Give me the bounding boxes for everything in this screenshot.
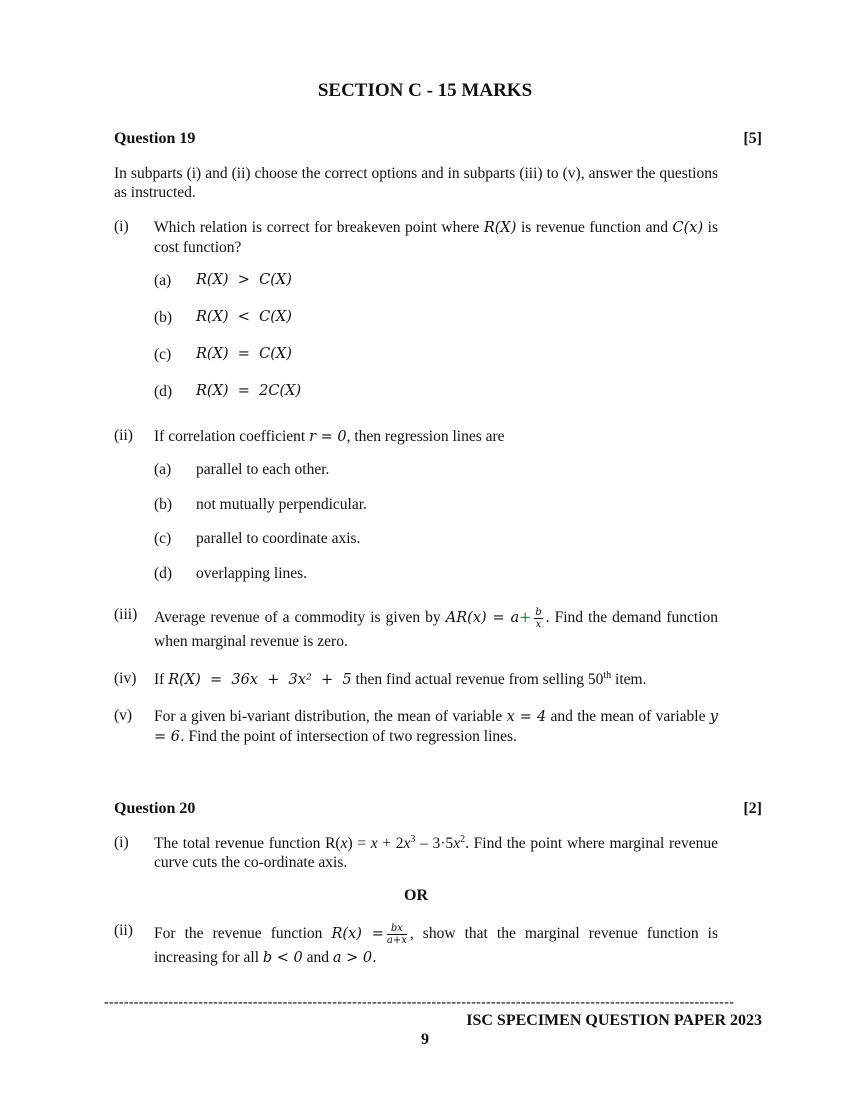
subpart-ii-option-b: not mutually perpendicular. (196, 496, 367, 513)
subpart-iv-number: (iv) (114, 670, 137, 687)
q20-subpart-ii-number: (ii) (114, 922, 133, 939)
subpart-ii-option-c: parallel to coordinate axis. (196, 530, 361, 547)
subpart-ii-option-b-label: (b) (154, 496, 173, 513)
subpart-i-option-c: R(X) = C(X) (196, 346, 292, 362)
question-20-marks: [2] (743, 800, 762, 817)
subpart-i-option-d-label: (d) (154, 383, 173, 400)
subpart-i-question: Which relation is correct for breakeven point where R(X) is revenue function and C(x) is cost function? (154, 219, 719, 256)
footer-title: ISC SPECIMEN QUESTION PAPER 2023 (466, 1012, 762, 1029)
subpart-ii-option-a: parallel to each other. (196, 461, 330, 478)
footer-rule: ------------------------------------------------------------------------------------------------------------------------------- (104, 995, 735, 1010)
subpart-iii-question: Average revenue of a commodity is given by AR(x) = a+ $\frac{b}{x}$ . Find the demand function when marginal revenue is zero. (154, 606, 718, 650)
subpart-ii-number: (ii) (114, 427, 133, 444)
section-title: SECTION C - 15 MARKS (317, 80, 533, 101)
subpart-v-number: (v) (114, 707, 133, 724)
subpart-i-option-b-label: (b) (154, 309, 173, 326)
subpart-iii-number: (iii) (114, 606, 138, 623)
subpart-iv-question: If R(X) = 36x + 3x² + 5 then find actual revenue from selling 50th item. (154, 669, 647, 688)
revenue-function-fraction: $\frac{bx}{a+x}$ (386, 922, 407, 946)
average-revenue-fraction: $\frac{b}{x}$ (535, 606, 542, 630)
question-19-heading: Question 19 (114, 130, 196, 147)
subpart-ii-option-d-label: (d) (154, 565, 173, 582)
question-19-marks: [5] (743, 130, 762, 147)
subpart-i-option-a-label: (a) (154, 272, 172, 289)
or-divider: OR (404, 887, 428, 904)
question-20-heading: Question 20 (114, 800, 196, 817)
subpart-ii-option-c-label: (c) (154, 530, 172, 547)
subpart-i-option-a: R(X) > C(X) (196, 272, 292, 288)
subpart-ii-question: If correlation coefficient r = 0, then regression lines are (154, 428, 505, 445)
question-19-instruction: In subparts (i) and (ii) choose the correct options and in subparts (iii) to (v), answer the questions as instructed. (114, 165, 718, 201)
q20-subpart-i-question: The total revenue function $R(x) = x + 2x^3 - 3\cdot 5x^2$. Find the point where marginal revenue curve cuts the co-ordinate axis. (154, 833, 718, 871)
subpart-v-question: For a given bi-variant distribution, the mean of variable x = 4 and the mean of variable y = 6. Find the point of intersection of two regression lines. (154, 708, 718, 745)
subpart-ii-option-a-label: (a) (154, 461, 172, 478)
q20-subpart-ii-question: For the revenue function R(x) = $\frac{bx}{a+x}$ , show that the marginal revenue function is increasing for all b < 0 and a > 0. (154, 922, 718, 966)
subpart-i-option-c-label: (c) (154, 346, 172, 363)
subpart-i-number: (i) (114, 218, 129, 235)
subpart-i-option-d: R(X) = 2C(X) (196, 383, 302, 399)
q20-subpart-i-number: (i) (114, 834, 129, 851)
page-number: 9 (421, 1031, 429, 1048)
subpart-ii-option-d: overlapping lines. (196, 565, 308, 582)
subpart-i-option-b: R(X) < C(X) (196, 309, 292, 325)
